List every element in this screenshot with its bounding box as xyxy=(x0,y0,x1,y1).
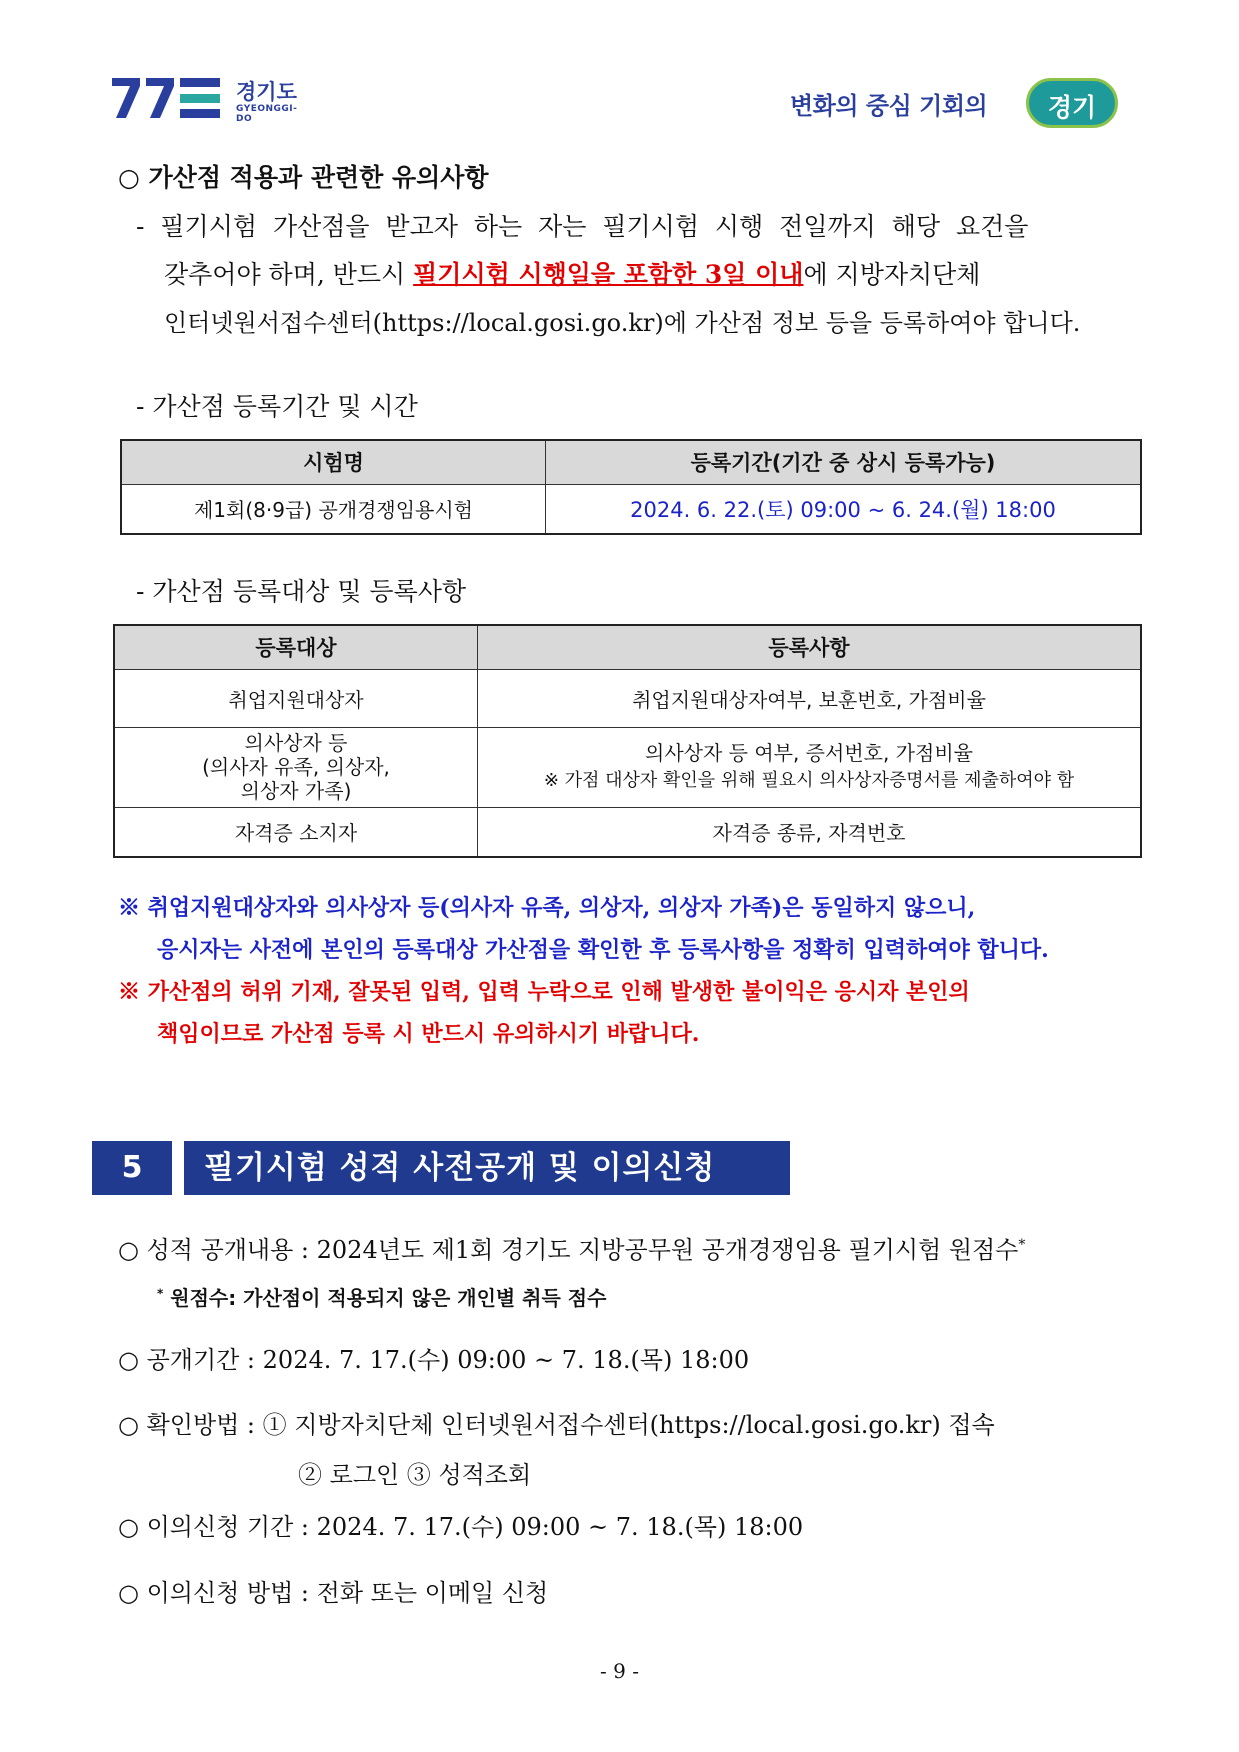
target-cell: 취업지원대상자 xyxy=(114,669,478,727)
warning-red-line1: ※ 가산점의 허위 기재, 잘못된 입력, 입력 누락으로 인해 발생한 불이익은 응시자 본인의 xyxy=(118,979,970,1005)
target-line: (의사자 유족, 의상자, xyxy=(202,755,390,779)
targets-label: - 가산점 등록대상 및 등록사항 xyxy=(136,577,467,606)
slogan-badge xyxy=(1026,78,1118,128)
bonus-para-line3: 인터넷원서접수센터(https://local.gosi.go.kr)에 가산점 정보 등을 등록하여야 합니다. xyxy=(164,309,1081,337)
bonus-para-line2-after: 에 지방자치단체 xyxy=(803,260,981,289)
footnote-mark: * xyxy=(157,1286,164,1301)
open-period: ○ 공개기간 : 2024. 7. 17.(수) 09:00 ~ 7. 18.(목) 18:00 xyxy=(118,1346,750,1374)
page-number: - 9 - xyxy=(600,1659,639,1683)
check-method-line1: ○ 확인방법 : ① 지방자치단체 인터넷원서접수센터(https://local.gosi.go.kr) 접속 xyxy=(118,1411,995,1439)
logo-mark-icon xyxy=(112,76,224,120)
target-line: 의상자 가족) xyxy=(240,779,352,803)
table-row xyxy=(114,807,1141,857)
items-cell: 취업지원대상자여부, 보훈번호, 가점비율 xyxy=(478,669,1142,727)
items-cell xyxy=(478,727,1142,807)
slogan-logo xyxy=(790,76,1125,132)
period-exam-name: 제1회(8·9급) 공개경쟁임용시험 xyxy=(121,484,546,534)
warning-blue-line2: 응시자는 사전에 본인의 등록대상 가산점을 확인한 후 등록사항을 정확히 입력하여야 합니다. xyxy=(157,937,1049,963)
target-line: 의사상자 등 xyxy=(244,731,348,755)
score-content-sup: * xyxy=(1018,1237,1026,1253)
warning-red-line2: 책임이므로 가산점 등록 시 반드시 유의하시기 바랍니다. xyxy=(157,1021,700,1047)
bonus-heading: ○ 가산점 적용과 관련한 유의사항 xyxy=(118,163,489,192)
period-exam-period: 2024. 6. 22.(토) 09:00 ~ 6. 24.(월) 18:00 xyxy=(546,484,1142,534)
bonus-para-line2-before: 갖추어야 하며, 반드시 xyxy=(164,260,414,289)
footnote-text: 원점수: 가산점이 적용되지 않은 개인별 취득 점수 xyxy=(163,1286,607,1310)
targets-col-target: 등록대상 xyxy=(114,625,478,669)
items-text: 의사상자 등 여부, 증서번호, 가점비율 xyxy=(645,741,973,765)
section-title: 필기시험 성적 사전공개 및 이의신청 xyxy=(184,1141,790,1195)
table-row xyxy=(114,727,1141,807)
items-note: ※ 가점 대상자 확인을 위해 필요시 의사상자증명서를 제출하여야 함 xyxy=(543,770,1075,791)
period-col-period: 등록기간(기간 중 상시 등록가능) xyxy=(546,440,1142,484)
score-content xyxy=(118,1230,1025,1265)
items-cell: 자격증 종류, 자격번호 xyxy=(478,807,1142,857)
warning-blue-line1: ※ 취업지원대상자와 의사상자 등(의사자 유족, 의상자, 의상자 가족)은 동일하지 않으니, xyxy=(118,895,976,921)
slogan-text: 변화의 중심 기회의 xyxy=(790,92,988,120)
targets-table xyxy=(113,624,1142,858)
org-name: 경기도 xyxy=(236,80,297,104)
gyeonggi-logo xyxy=(112,76,312,124)
check-method-line2: ② 로그인 ③ 성적조회 xyxy=(298,1461,532,1489)
bonus-highlight: 필기시험 시행일을 포함한 3일 이내 xyxy=(413,260,804,289)
table-row xyxy=(114,669,1141,727)
appeal-period: ○ 이의신청 기간 : 2024. 7. 17.(수) 09:00 ~ 7. 18.(목) 18:00 xyxy=(118,1513,804,1541)
raw-score-footnote xyxy=(157,1282,606,1311)
bonus-para-line2 xyxy=(164,255,980,291)
appeal-method: ○ 이의신청 방법 : 전화 또는 이메일 신청 xyxy=(118,1579,549,1607)
target-cell: 자격증 소지자 xyxy=(114,807,478,857)
section-number: 5 xyxy=(92,1141,172,1195)
slogan-badge-text: 경기 xyxy=(1047,93,1097,122)
target-cell xyxy=(114,727,478,807)
org-eng-name: GYEONGGI-DO xyxy=(236,104,298,124)
period-table xyxy=(120,439,1142,535)
period-col-exam: 시험명 xyxy=(121,440,546,484)
score-content-text: ○ 성적 공개내용 : 2024년도 제1회 경기도 지방공무원 공개경쟁임용 필기시험 원점수 xyxy=(118,1236,1019,1264)
period-label: - 가산점 등록기간 및 시간 xyxy=(136,392,418,421)
targets-col-items: 등록사항 xyxy=(478,625,1142,669)
bonus-para-line1: - 필기시험 가산점을 받고자 하는 자는 필기시험 시행 전일까지 해당 요건을 xyxy=(136,212,1029,241)
